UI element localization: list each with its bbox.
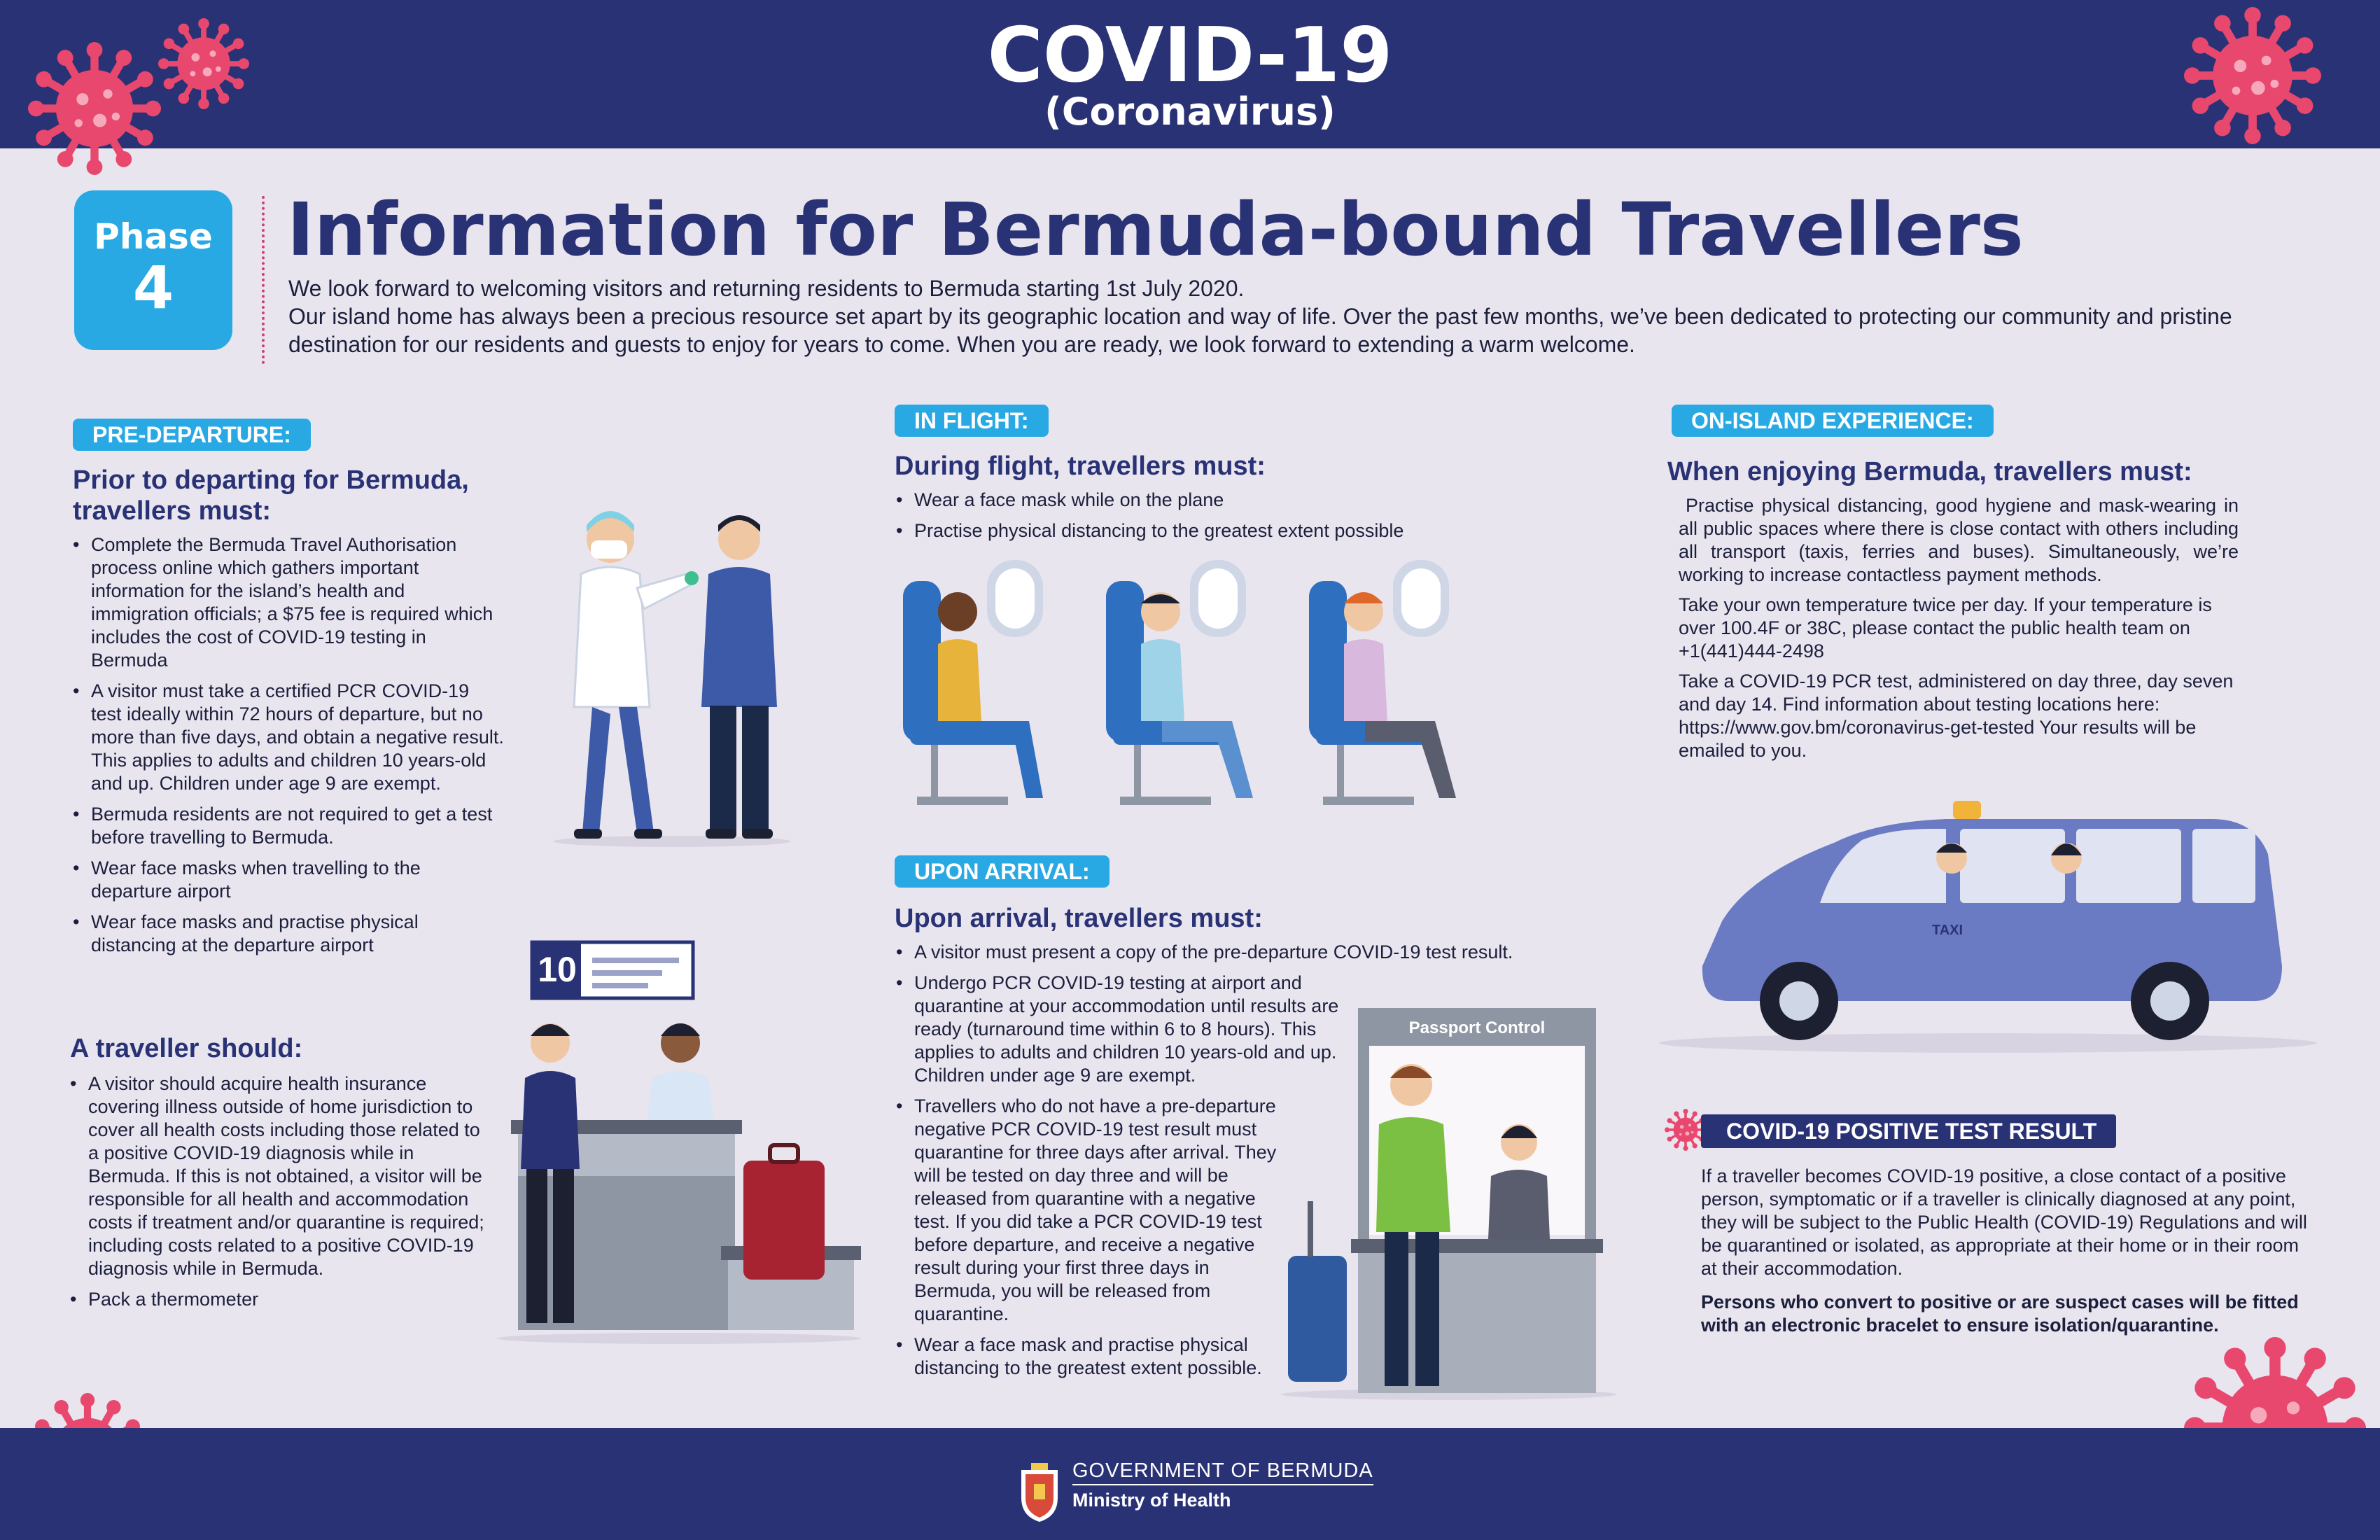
list-item: • Wear face masks and practise physical distancing at the departure airport (70, 911, 504, 957)
virus-icon (1665, 1109, 1707, 1151)
on-island-paragraph: Take your own temperature twice per day. If your temperature is over 100.4F or 38C, please contact the public health team on +1(441)444-2498 (1679, 594, 2212, 662)
positive-result-text: If a traveller becomes COVID-19 positive, a close contact of a positive person, symptomatic or if a traveller is clinically diagnosed at any point, they will be subject to the Public Health (COVID-19) Regulations and will be quarantined or isolated, as appropriate at their home or in their room at their accommodation. (1701, 1166, 2307, 1279)
in-flight-heading: During flight, travellers must: (895, 451, 1266, 481)
list-item: • A visitor must present a copy of the pre-departure COVID-19 test result. (893, 941, 1593, 964)
list-item: • Undergo PCR COVID-19 testing at airport and quarantine at your accommodation until results are ready (turnaround time within 6 to 8 hours). This applies to adults and children 10 years-old and up. Children under age 9 are exempt. (893, 972, 1355, 1087)
list-item: • Complete the Bermuda Travel Authorisation process online which gathers important information for the island’s health and immigration officials; a $75 fee is required which includes the cost of COVID-19 testing in Bermuda (70, 533, 504, 672)
header-subtitle: (Coronavirus) (1044, 90, 1336, 134)
on-island-text (1679, 494, 2239, 769)
check-in-counter-illustration (490, 938, 868, 1344)
title-divider (262, 196, 265, 364)
intro-line-1: We look forward to welcoming visitors and returning residents to Bermuda starting 1st July 2020. (288, 276, 1245, 301)
footer-government: GOVERNMENT OF BERMUDA (1072, 1460, 1373, 1485)
phase-label: Phase (94, 216, 213, 257)
in-flight-seats-illustration (889, 553, 1519, 826)
pre-departure-heading: Prior to departing for Bermuda, travellers must: (73, 465, 469, 526)
on-island-paragraph: Practise physical distancing, good hygiene and mask-wearing in all public spaces where there is close contact with others including all transport (taxis, ferries and buses). Simultaneously, we’re working to increase contactless payment methods. (1679, 495, 2239, 585)
virus-icon (2184, 7, 2321, 144)
passport-control-sign: Passport Control (1408, 1018, 1546, 1037)
upon-arrival-heading: Upon arrival, travellers must: (895, 904, 1263, 933)
list-item: • Wear a face mask and practise physical distancing to the greatest extent possible. (893, 1334, 1285, 1380)
passport-control-illustration (1281, 1008, 1617, 1400)
gate-number: 10 (538, 950, 577, 989)
pre-departure-list (70, 533, 504, 965)
footer-ministry: Ministry of Health (1072, 1490, 1231, 1511)
covid-test-illustration (532, 497, 812, 847)
positive-result-bold: Persons who convert to positive or are suspect cases will be fitted with an electronic bracelet to ensure isolation/quarantine. (1701, 1292, 2299, 1336)
taxi-illustration (1652, 791, 2324, 1057)
list-item: • A visitor should acquire health insurance covering illness outside of home jurisdiction to cover all health costs including those related to a positive COVID-19 diagnosis while in Bermuda. If this is not obtained, a visitor will be responsible for all health and accommodation costs if treatment and/or quarantine is required; including costs related to a positive COVID-19 diagnosis while in Bermuda. (67, 1072, 487, 1280)
traveller-should-list (67, 1072, 487, 1319)
header-title: COVID-19 (987, 12, 1393, 99)
list-item: • Travellers who do not have a pre-departure negative PCR COVID-19 test result must quarantine for three days after arrival. They will be tested on day three and will be released from quarantine with a negative test. If you did take a PCR COVID-19 test before departure, and receive a negative result during your first three days in Bermuda, you will be released from quarantine. (893, 1095, 1285, 1326)
list-item: • Pack a thermometer (67, 1288, 487, 1311)
virus-icon (28, 42, 161, 175)
pre-departure-tag: PRE-DEPARTURE: (73, 419, 311, 451)
list-item: • Bermuda residents are not required to get a test before travelling to Bermuda. (70, 803, 504, 849)
virus-icon (158, 18, 249, 109)
in-flight-list (893, 489, 1523, 550)
taxi-sign: TAXI (1932, 923, 1963, 938)
on-island-tag: ON-ISLAND EXPERIENCE: (1672, 405, 1994, 437)
list-item: • Wear face masks when travelling to the departure airport (70, 857, 504, 903)
header-banner (0, 0, 2380, 148)
phase-badge (74, 190, 232, 350)
phase-number: 4 (132, 253, 174, 322)
bermuda-crest-icon (1018, 1463, 1060, 1523)
on-island-paragraph: Take a COVID-19 PCR test, administered on day three, day seven and day 14. Find information about testing locations here: https://www.gov.bm/coronavirus-get-tested Your results will be emailed to you. (1679, 671, 2234, 761)
in-flight-tag: IN FLIGHT: (895, 405, 1049, 437)
list-item: • Practise physical distancing to the greatest extent possible (893, 519, 1523, 542)
intro-line-2: Our island home has always been a precious resource set apart by its geographic location and way of life. Over the past few months, we’ve been dedicated to protecting our community and pristine destination for our residents and guests to enjoy for years to come. When you are ready, we look forward to extending a warm welcome. (288, 304, 2232, 357)
list-item: • Wear a face mask while on the plane (893, 489, 1523, 512)
list-item: • A visitor must take a certified PCR COVID-19 test ideally within 72 hours of departure, but no more than five days, and obtain a negative result. This applies to adults and children 10 years-old and up. Children under age 9 are exempt. (70, 680, 504, 795)
on-island-heading: When enjoying Bermuda, travellers must: (1667, 457, 2192, 486)
positive-result-tag: COVID-19 POSITIVE TEST RESULT (1701, 1114, 2116, 1148)
upon-arrival-tag: UPON ARRIVAL: (895, 855, 1110, 888)
intro-text (288, 274, 2318, 358)
page-title: Information for Bermuda-bound Travellers (287, 187, 2024, 272)
traveller-should-heading: A traveller should: (70, 1034, 303, 1063)
